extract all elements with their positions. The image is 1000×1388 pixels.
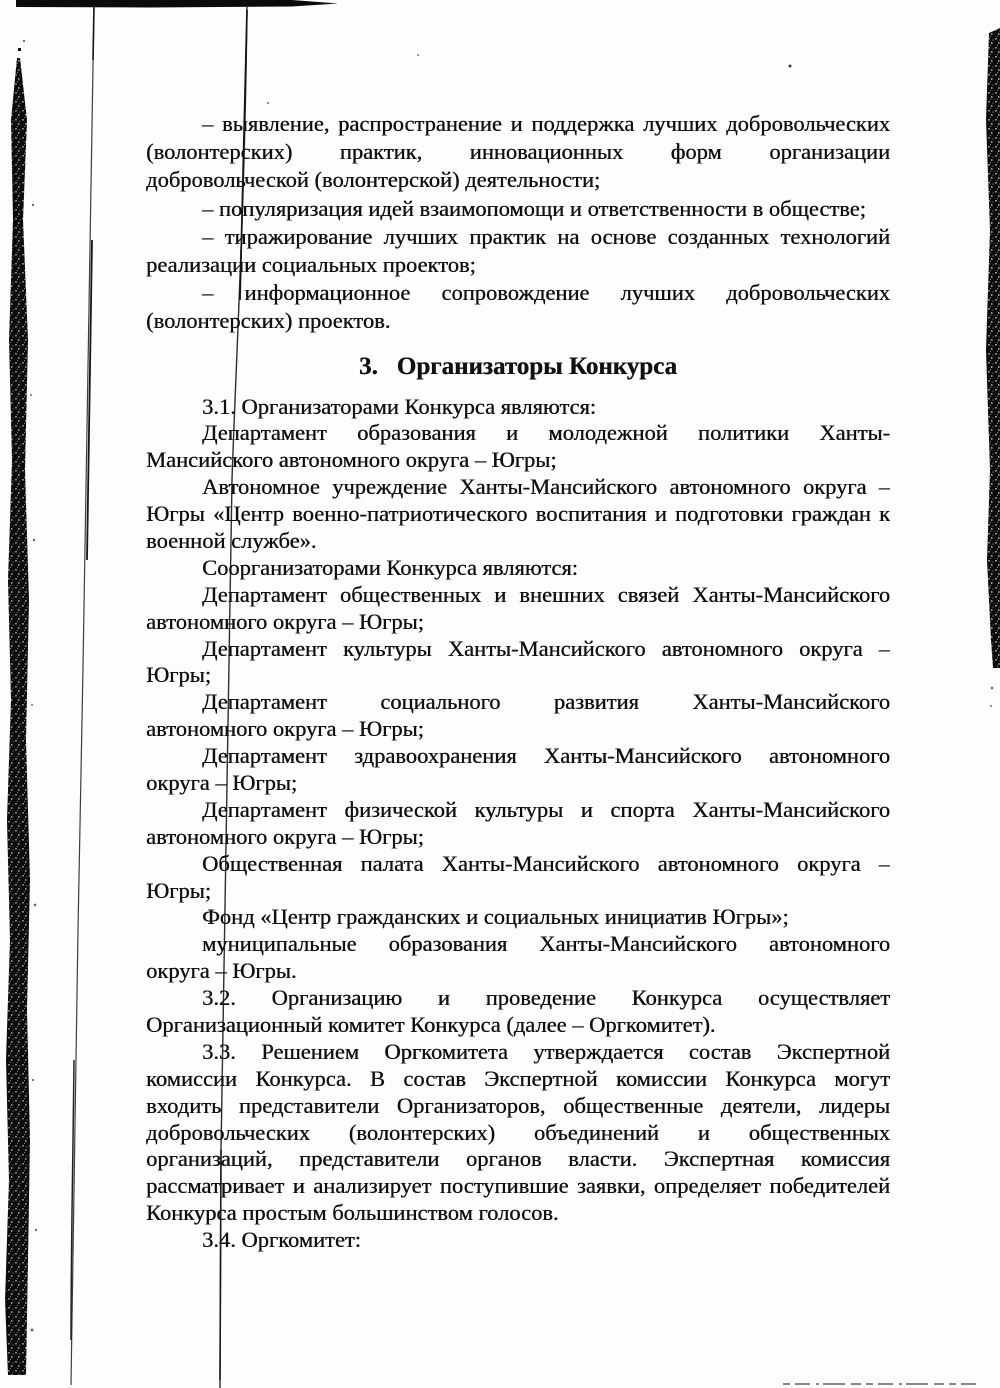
text-line: округа – Югры. <box>146 958 297 984</box>
paragraph <box>146 195 890 223</box>
text-line: автономного округа – Югры; <box>146 608 424 634</box>
text-line: Соорганизаторами Конкурса являются: <box>202 554 578 580</box>
scan-artifact-speck <box>267 102 269 104</box>
text-line: – информационное сопровождение лучших добровольческих <box>202 280 890 306</box>
text-line: муниципальные образования Ханты-Мансийского автономного <box>202 931 890 957</box>
text-line: (волонтерских) практик, инновационных форм организации <box>146 139 890 165</box>
paragraph <box>146 420 890 474</box>
text-line: – выявление, распространение и поддержка лучших добровольческих <box>202 111 890 136</box>
scan-artifact-left-edge-strip <box>5 40 37 1375</box>
text-line: Мансийского автономного округа – Югры; <box>146 447 557 473</box>
text-line: Департамент культуры Ханты-Мансийского автономного округа – <box>202 635 890 661</box>
text-line: Департамент здравоохранения Ханты-Мансийского автономного <box>202 743 890 769</box>
text-line: Автономное учреждение Ханты-Мансийского автономного округа – <box>202 474 890 500</box>
paragraph <box>146 1227 890 1254</box>
text-line: Фонд «Центр гражданских и социальных инициатив Югры»; <box>202 904 789 930</box>
body-block <box>146 394 890 1255</box>
text-column <box>146 110 890 1254</box>
section-title: Организаторы Конкурса <box>396 352 677 380</box>
text-line: Общественная палата Ханты-Мансийского автономного округа – <box>202 850 890 876</box>
text-line: (волонтерских) проектов. <box>146 308 391 334</box>
text-line: 3.1. Организаторами Конкурса являются: <box>202 393 597 419</box>
scan-artifact-fold-line-left <box>71 6 94 1385</box>
text-line: Департамент общественных и внешних связей Ханты-Мансийского <box>202 581 890 607</box>
section-number: 3. <box>359 352 378 380</box>
paragraph <box>146 985 890 1039</box>
paragraph <box>146 223 890 279</box>
text-line: добровольческих (волонтерских) объединений и общественных <box>146 1119 890 1145</box>
text-line: рассматривает и анализирует поступившие заявки, определяет победителей <box>146 1173 890 1199</box>
text-line: автономного округа – Югры; <box>146 823 424 849</box>
paragraph <box>146 743 890 797</box>
paragraph <box>146 582 890 636</box>
text-line: Югры «Центр военно-патриотического воспитания и подготовки граждан к <box>146 501 890 527</box>
text-line: 3.4. Оргкомитет: <box>202 1227 361 1253</box>
paragraph <box>146 904 890 931</box>
paragraph <box>146 797 890 851</box>
paragraph <box>146 931 890 985</box>
paragraph <box>146 279 890 335</box>
text-line: Организационный комитет Конкурса (далее – Оргкомитет). <box>146 1011 716 1037</box>
text-line: – тиражирование лучших практик на основе созданных технологий <box>202 223 890 249</box>
text-line: реализации социальных проектов; <box>146 251 476 277</box>
text-line: организаций, представители органов власти. Экспертная комиссия <box>146 1146 890 1172</box>
paragraph <box>146 636 890 690</box>
text-line: Югры; <box>146 662 211 688</box>
text-line: 3.2. Организацию и проведение Конкурса осуществляет <box>202 985 890 1011</box>
paragraph <box>146 689 890 743</box>
paragraph <box>146 1039 890 1227</box>
text-line: комиссии Конкурса. В состав Экспертной комиссии Конкурса могут <box>146 1065 890 1091</box>
paragraph <box>146 110 890 195</box>
text-line: Департамент социального развития Ханты-Мансийского <box>202 689 890 715</box>
text-line: входить представители Организаторов, общественные деятели, лидеры <box>146 1092 890 1118</box>
scan-artifact-speck <box>417 54 419 56</box>
text-line: Конкурса простым большинством голосов. <box>146 1200 559 1226</box>
text-line: – популяризация идей взаимопомощи и ответственности в обществе; <box>202 195 866 221</box>
text-line: 3.3. Решением Оргкомитета утверждается состав Экспертной <box>202 1038 890 1064</box>
text-line: Департамент физической культуры и спорта Ханты-Мансийского <box>202 796 890 822</box>
section-heading <box>146 352 890 382</box>
text-line: добровольческой (волонтерской) деятельности; <box>146 167 601 193</box>
paragraph <box>146 474 890 555</box>
text-line: автономного округа – Югры; <box>146 716 424 742</box>
text-line: Департамент образования и молодежной политики Ханты- <box>202 420 890 446</box>
paragraph <box>146 555 890 582</box>
intro-block <box>146 110 890 336</box>
text-line: округа – Югры; <box>146 769 298 795</box>
scan-artifact-right-edge-strip <box>986 28 1000 707</box>
text-line: Югры; <box>146 877 211 903</box>
paragraph <box>146 394 890 421</box>
scan-artifact-top-bar <box>16 0 338 8</box>
paragraph <box>146 851 890 905</box>
scan-artifact-speck <box>789 65 792 68</box>
text-line: военной службе». <box>146 527 317 553</box>
